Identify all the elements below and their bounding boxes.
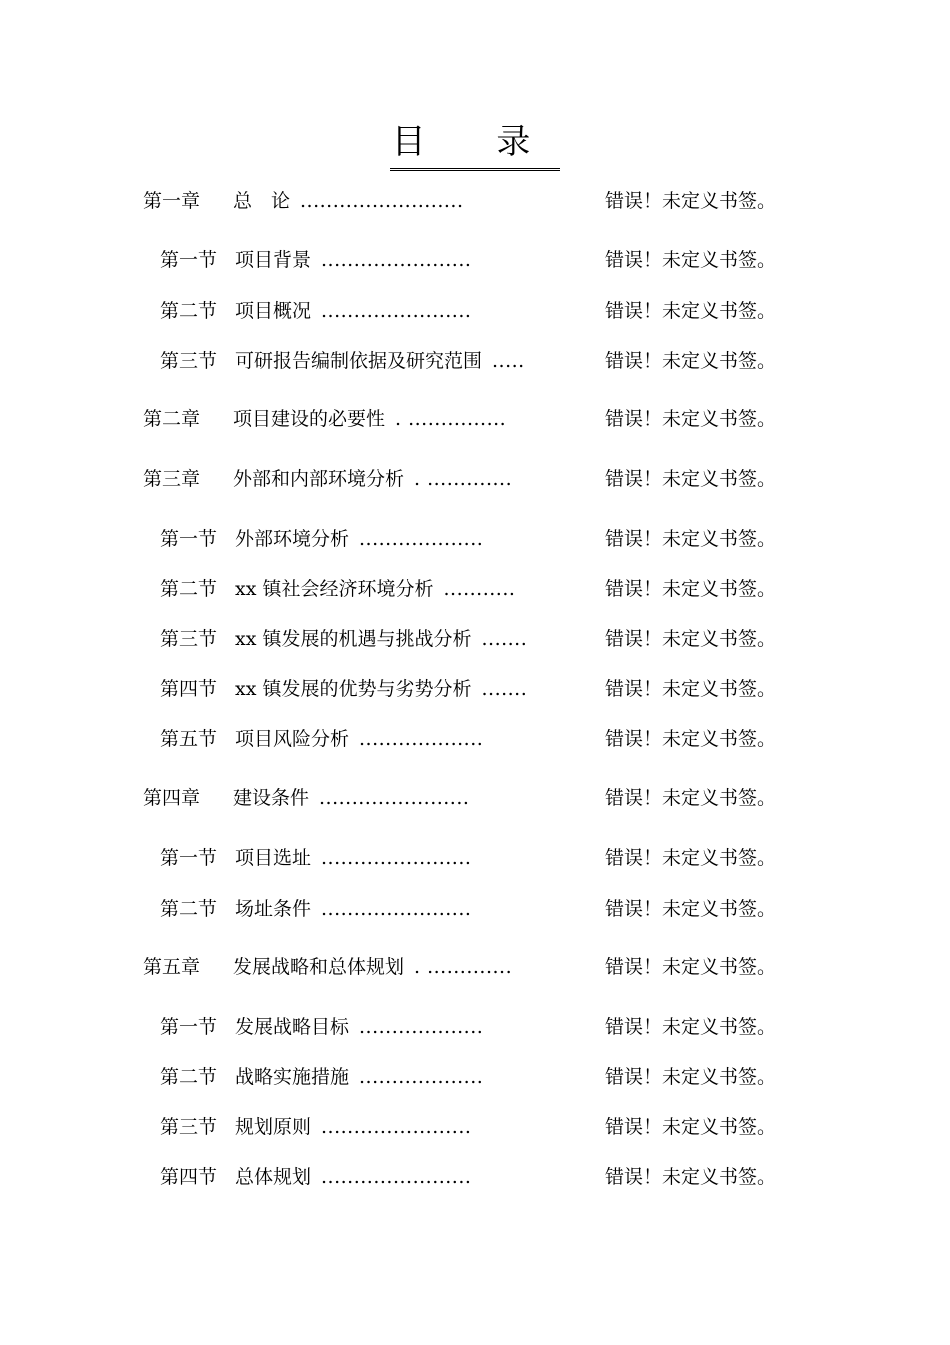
toc-title-text: 目 录 bbox=[390, 118, 561, 171]
chapter-number: 第五章 bbox=[143, 956, 201, 978]
toc-entry-section[interactable] bbox=[160, 296, 471, 326]
chapter-number: 第一章 bbox=[143, 190, 201, 212]
toc-entry-section[interactable] bbox=[160, 245, 471, 275]
section-number: 第二节 bbox=[160, 898, 218, 920]
toc-entry-section[interactable] bbox=[160, 624, 527, 654]
page-reference[interactable]: 错误！未定义书签。 bbox=[605, 898, 777, 920]
page-reference[interactable]: 错误！未定义书签。 bbox=[605, 249, 777, 271]
chapter-heading: 总 论 bbox=[233, 190, 291, 212]
page-reference[interactable]: 错误！未定义书签。 bbox=[605, 408, 777, 430]
page-reference[interactable]: 错误！未定义书签。 bbox=[605, 468, 777, 490]
toc-entry-section[interactable] bbox=[160, 524, 483, 554]
leader-dots: ................... bbox=[359, 1016, 484, 1038]
toc-entry-section[interactable] bbox=[160, 1162, 471, 1192]
leader-dots: ....................... bbox=[321, 1116, 472, 1138]
leader-dots: ....... bbox=[481, 678, 528, 700]
leader-dots: ..... bbox=[492, 350, 525, 372]
section-number: 第二节 bbox=[160, 300, 218, 322]
page-reference[interactable]: 错误！未定义书签。 bbox=[605, 728, 777, 750]
toc-entry-section[interactable] bbox=[160, 1112, 471, 1142]
toc-entry-section[interactable] bbox=[160, 894, 471, 924]
section-number: 第四节 bbox=[160, 678, 218, 700]
toc-entry-section[interactable] bbox=[160, 674, 527, 704]
section-heading: xx 镇发展的优势与劣势分析 bbox=[235, 678, 472, 700]
leader-dots: ................... bbox=[359, 528, 484, 550]
leader-dots: . ............. bbox=[414, 468, 513, 490]
section-number: 第一节 bbox=[160, 847, 218, 869]
section-number: 第二节 bbox=[160, 578, 218, 600]
section-heading: 项目选址 bbox=[235, 847, 312, 869]
toc-title bbox=[0, 118, 950, 171]
section-number: 第三节 bbox=[160, 628, 218, 650]
toc-entry-section[interactable] bbox=[160, 346, 525, 376]
page-reference[interactable]: 错误！未定义书签。 bbox=[605, 956, 777, 978]
chapter-heading: 项目建设的必要性 bbox=[233, 408, 386, 430]
section-heading: 发展战略目标 bbox=[235, 1016, 350, 1038]
toc-entry-section[interactable] bbox=[160, 1062, 483, 1092]
leader-dots: ....................... bbox=[319, 787, 470, 809]
section-heading: 总体规划 bbox=[235, 1166, 312, 1188]
page-reference[interactable]: 错误！未定义书签。 bbox=[605, 578, 777, 600]
page-reference[interactable]: 错误！未定义书签。 bbox=[605, 528, 777, 550]
page-reference[interactable]: 错误！未定义书签。 bbox=[605, 190, 777, 212]
chapter-heading: 建设条件 bbox=[233, 787, 310, 809]
section-heading: 外部环境分析 bbox=[235, 528, 350, 550]
page-reference[interactable]: 错误！未定义书签。 bbox=[605, 787, 777, 809]
page-reference[interactable]: 错误！未定义书签。 bbox=[605, 1016, 777, 1038]
page-reference[interactable]: 错误！未定义书签。 bbox=[605, 1166, 777, 1188]
leader-dots: ................... bbox=[359, 728, 484, 750]
toc-entry-section[interactable] bbox=[160, 574, 515, 604]
chapter-number: 第二章 bbox=[143, 408, 201, 430]
section-number: 第五节 bbox=[160, 728, 218, 750]
section-heading: 项目概况 bbox=[235, 300, 312, 322]
section-number: 第一节 bbox=[160, 249, 218, 271]
page-reference[interactable]: 错误！未定义书签。 bbox=[605, 300, 777, 322]
toc-entry-chapter[interactable] bbox=[143, 783, 469, 813]
section-heading: 战略实施措施 bbox=[235, 1066, 350, 1088]
section-heading: xx 镇社会经济环境分析 bbox=[235, 578, 434, 600]
leader-dots: ........... bbox=[443, 578, 516, 600]
toc-entry-chapter[interactable] bbox=[143, 186, 464, 216]
toc-entry-section[interactable] bbox=[160, 724, 483, 754]
leader-dots: . ............... bbox=[395, 408, 507, 430]
toc-entry-section[interactable] bbox=[160, 1012, 483, 1042]
toc-entry-section[interactable] bbox=[160, 843, 471, 873]
leader-dots: . ............. bbox=[414, 956, 513, 978]
section-heading: 项目风险分析 bbox=[235, 728, 350, 750]
chapter-heading: 发展战略和总体规划 bbox=[233, 956, 405, 978]
section-heading: 项目背景 bbox=[235, 249, 312, 271]
page-reference[interactable]: 错误！未定义书签。 bbox=[605, 628, 777, 650]
section-heading: xx 镇发展的机遇与挑战分析 bbox=[235, 628, 472, 650]
leader-dots: ....................... bbox=[321, 1166, 472, 1188]
section-heading: 场址条件 bbox=[235, 898, 312, 920]
toc-entry-chapter[interactable] bbox=[143, 464, 512, 494]
section-heading: 规划原则 bbox=[235, 1116, 312, 1138]
chapter-number: 第三章 bbox=[143, 468, 201, 490]
page-reference[interactable]: 错误！未定义书签。 bbox=[605, 678, 777, 700]
page-reference[interactable]: 错误！未定义书签。 bbox=[605, 350, 777, 372]
toc-entry-chapter[interactable] bbox=[143, 952, 512, 982]
leader-dots: ................... bbox=[359, 1066, 484, 1088]
section-number: 第一节 bbox=[160, 1016, 218, 1038]
page-reference[interactable]: 错误！未定义书签。 bbox=[605, 1066, 777, 1088]
leader-dots: ....................... bbox=[321, 249, 472, 271]
toc-entry-chapter[interactable] bbox=[143, 404, 506, 434]
section-number: 第一节 bbox=[160, 528, 218, 550]
section-heading: 可研报告编制依据及研究范围 bbox=[235, 350, 483, 372]
leader-dots: ....... bbox=[481, 628, 528, 650]
leader-dots: ....................... bbox=[321, 847, 472, 869]
section-number: 第二节 bbox=[160, 1066, 218, 1088]
page-reference[interactable]: 错误！未定义书签。 bbox=[605, 1116, 777, 1138]
section-number: 第三节 bbox=[160, 350, 218, 372]
page-reference[interactable]: 错误！未定义书签。 bbox=[605, 847, 777, 869]
section-number: 第三节 bbox=[160, 1116, 218, 1138]
leader-dots: ....................... bbox=[321, 898, 472, 920]
leader-dots: ......................... bbox=[300, 190, 464, 212]
chapter-heading: 外部和内部环境分析 bbox=[233, 468, 405, 490]
chapter-number: 第四章 bbox=[143, 787, 201, 809]
leader-dots: ....................... bbox=[321, 300, 472, 322]
section-number: 第四节 bbox=[160, 1166, 218, 1188]
